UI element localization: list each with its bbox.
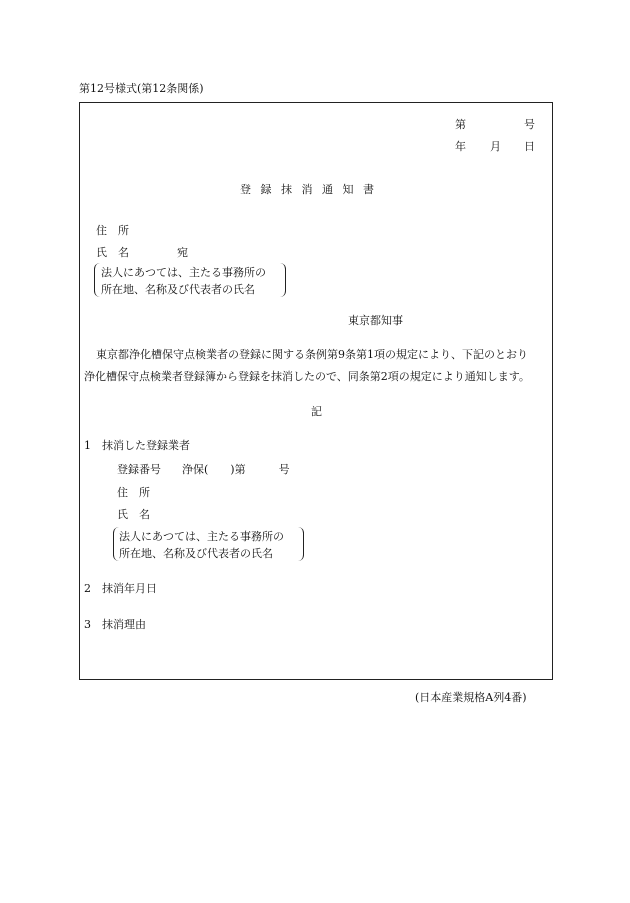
item2-heading: 2 抹消年月日	[84, 582, 157, 595]
date-month: 月	[490, 140, 501, 153]
body-line-1: 東京都浄化槽保守点検業者の登録に関する条例第9条第1項の規定により、下記のとおり	[96, 348, 528, 361]
item1-reg-no-value: 浄保( )第 号	[182, 463, 290, 476]
item1-address-label: 住 所	[117, 486, 150, 499]
item3-heading: 3 抹消理由	[84, 618, 146, 631]
date-year: 年	[455, 140, 466, 153]
body-line-2: 浄化槽保守点検業者登録簿から登録を抹消したので、同条第2項の規定により通知します。	[84, 370, 530, 383]
addressee-note-line2: 所在地、名称及び代表者の氏名	[101, 283, 255, 296]
addressee-address-label: 住 所	[96, 224, 129, 237]
addressee-honorific: 宛	[177, 246, 188, 259]
ki-label: 記	[311, 405, 322, 418]
issuer: 東京都知事	[348, 314, 403, 327]
document-title: 登 録 抹 消 通 知 書	[240, 183, 374, 196]
item1-note-line2: 所在地、名称及び代表者の氏名	[119, 547, 273, 560]
footer-note: (日本産業規格A列4番)	[415, 691, 527, 704]
number-prefix: 第	[455, 118, 466, 131]
addressee-note-line1: 法人にあつては、主たる事務所の	[101, 266, 266, 279]
date-day: 日	[524, 140, 535, 153]
number-suffix: 号	[524, 118, 535, 131]
form-label: 第12号様式(第12条関係)	[79, 82, 204, 95]
addressee-name-label: 氏 名	[96, 246, 129, 259]
item1-reg-no-label: 登録番号	[117, 463, 161, 476]
item1-note-line1: 法人にあつては、主たる事務所の	[119, 530, 284, 543]
item1-heading: 1 抹消した登録業者	[84, 439, 190, 452]
item1-name-label: 氏 名	[117, 508, 150, 521]
